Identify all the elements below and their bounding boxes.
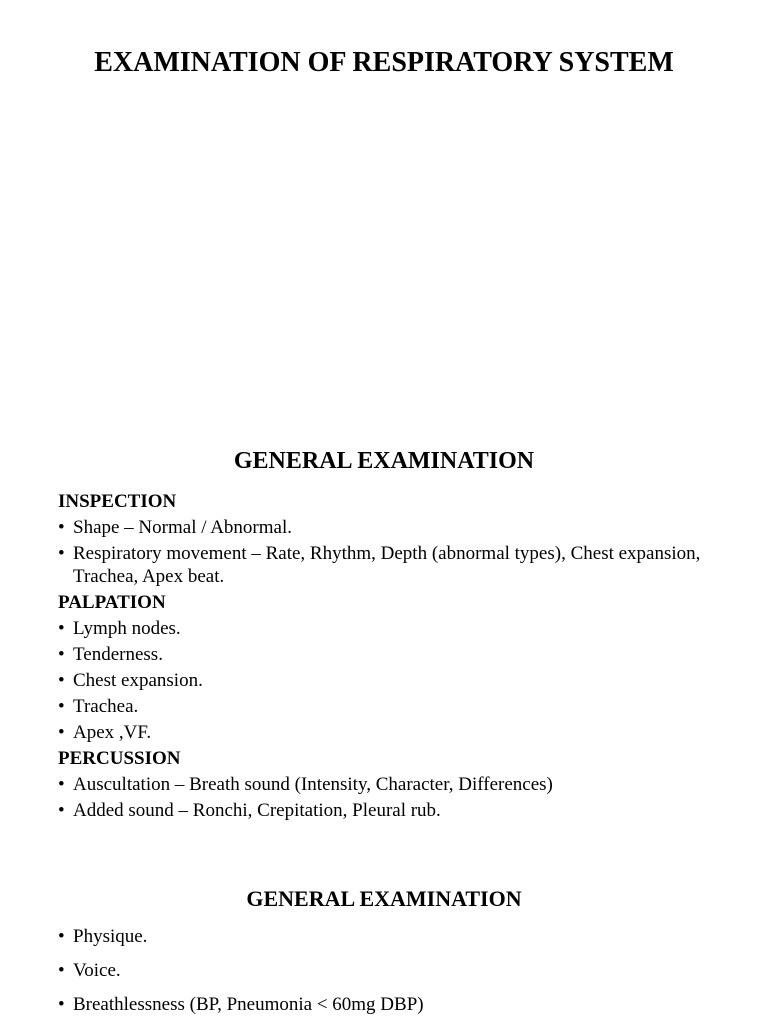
percussion-list [58,773,728,822]
list-item [58,695,728,718]
subheading-palpation: PALPATION [58,592,166,613]
list-item-text: Chest expansion. [73,670,203,691]
subheading-inspection: INSPECTION [58,491,177,512]
section-body-general-examination-1 [58,490,728,825]
list-item [58,669,728,692]
bullet-icon: • [58,618,65,639]
bullet-icon: • [58,722,65,743]
bullet-icon: • [58,994,65,1015]
list-item [58,721,728,744]
bullet-icon: • [58,960,65,981]
bullet-icon: • [58,774,65,795]
subheading-percussion: PERCUSSION [58,748,181,769]
palpation-list [58,617,728,744]
list-item-text: Auscultation – Breath sound (Intensity, Character, Differences) [73,774,553,795]
list-item [58,993,728,1016]
section-body-general-examination-2 [58,925,728,1027]
list-item-text: Physique. [73,926,148,947]
list-item [58,773,728,796]
bullet-icon: • [58,543,65,564]
list-item-text: Apex ,VF. [73,722,152,743]
section-title-general-examination-1: GENERAL EXAMINATION [233,448,535,474]
bullet-icon: • [58,517,65,538]
list-item-text: Tenderness. [73,644,163,665]
list-item-text: Added sound – Ronchi, Crepitation, Pleural rub. [73,800,441,821]
bullet-icon: • [58,800,65,821]
list-item [58,643,728,666]
list-item-text: Trachea. [73,696,139,717]
bullet-icon: • [58,696,65,717]
list-item [58,925,728,948]
list-item-text: Voice. [73,960,121,981]
bullet-icon: • [58,926,65,947]
list-item-text: Respiratory movement – Rate, Rhythm, Depth (abnormal types), Chest expansion, Trachea, Apex beat. [73,543,701,587]
general-examination-list [58,925,728,1016]
list-item-text: Lymph nodes. [73,618,181,639]
bullet-icon: • [58,670,65,691]
inspection-list [58,516,728,588]
list-item-text: Shape – Normal / Abnormal. [73,517,292,538]
list-item [58,959,728,982]
bullet-icon: • [58,644,65,665]
page-title: EXAMINATION OF RESPIRATORY SYSTEM [94,47,674,78]
list-item [58,516,728,539]
section-title-general-examination-2: GENERAL EXAMINATION [246,886,522,911]
list-item-text: Breathlessness (BP, Pneumonia < 60mg DBP) [73,994,424,1015]
list-item [58,617,728,640]
list-item [58,542,728,588]
list-item [58,799,728,822]
